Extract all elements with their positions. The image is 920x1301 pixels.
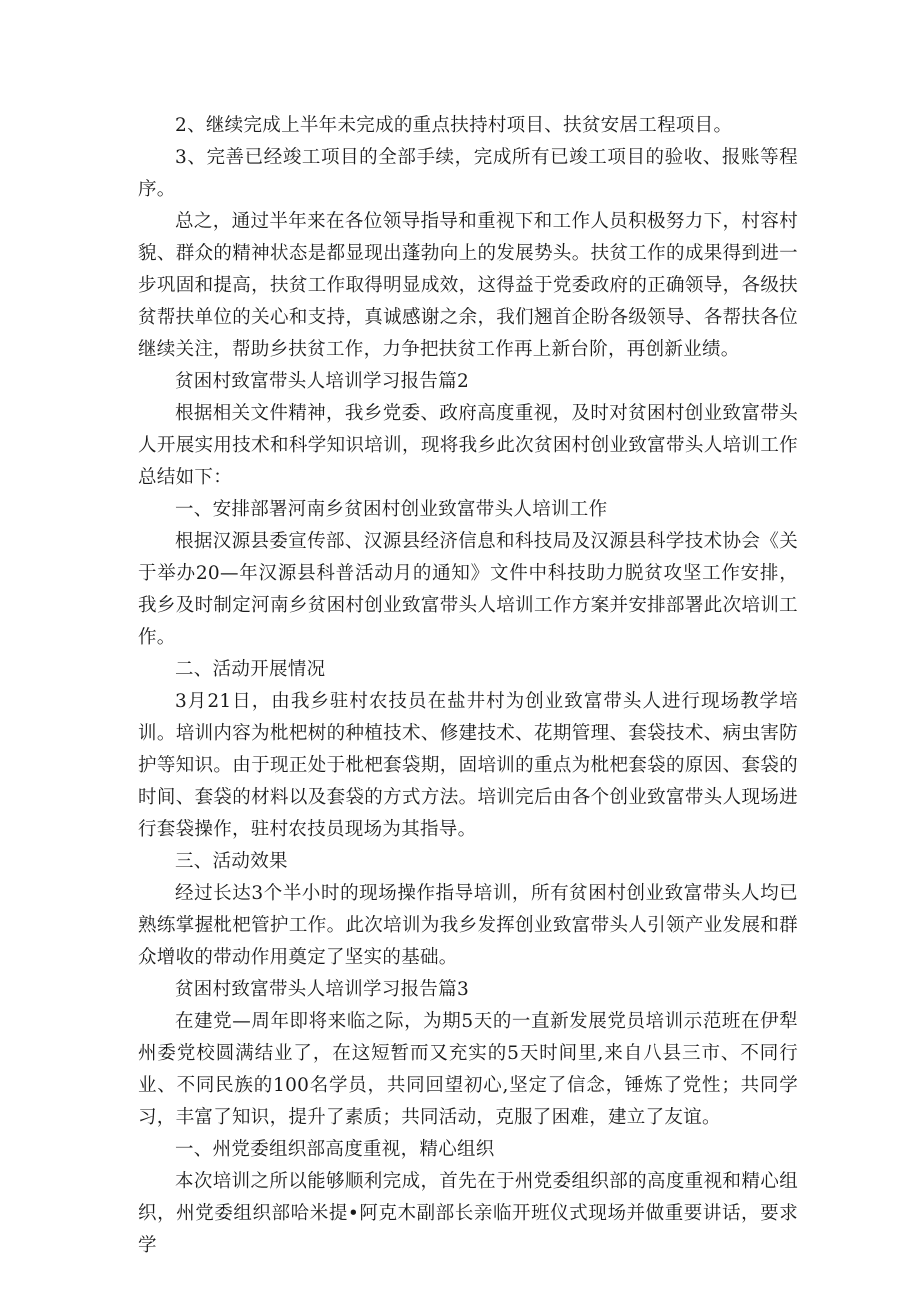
list-item-3: 3、完善已经竣工项目的全部手续，完成所有已竣工项目的验收、报账等程序。 bbox=[138, 147, 798, 200]
section-heading: 一、州党委组织部高度重视，精心组织 bbox=[175, 1139, 495, 1160]
body-paragraph: 在建党—周年即将来临之际，为期5天的一直新发展党员培训示范班在伊犁州委党校圆满结业了，在这短暂而又充实的5天时间里,来自八县三市、不同行业、不同民族的100名学员，共同回望初心,坚定了信念，锤炼了党性；共同学习，丰富了知识，提升了素质；共同活动，克服了困难，建立了友谊。 bbox=[138, 1011, 798, 1128]
section-heading: 三、活动效果 bbox=[175, 851, 288, 872]
report-title-2: 贫困村致富带头人培训学习报告篇2 bbox=[175, 371, 470, 392]
summary-paragraph: 总之，通过半年来在各位领导指导和重视下和工作人员积极努力下，村容村貌、群众的精神状态是都显现出蓬勃向上的发展势头。扶贫工作的成果得到进一步巩固和提高，扶贫工作取得明显成效，这得益于党委政府的正确领导，各级扶贫帮扶单位的关心和支持，真诚感谢之余，我们翘首企盼各级领导、各帮扶各位继续关注，帮助乡扶贫工作，力争把扶贫工作再上新台阶，再创新业绩。 bbox=[138, 211, 798, 360]
body-paragraph: 本次培训之所以能够顺利完成，首先在于州党委组织部的高度重视和精心组织，州党委组织部哈米提•阿克木副部长亲临开班仪式现场并做重要讲话，要求学 bbox=[138, 1171, 798, 1256]
body-paragraph: 根据相关文件精神，我乡党委、政府高度重视，及时对贫困村创业致富带头人开展实用技术和科学知识培训，现将我乡此次贫困村创业致富带头人培训工作总结如下： bbox=[138, 403, 798, 488]
body-paragraph: 3月21日，由我乡驻村农技员在盐井村为创业致富带头人进行现场教学培训。培训内容为枇杷树的种植技术、修建技术、花期管理、套袋技术、病虫害防护等知识。由于现正处于枇杷套袋期，固培训的重点为枇杷套袋的原因、套袋的时间、套袋的材料以及套袋的方式方法。培训完后由各个创业致富带头人现场进行套袋操作，驻村农技员现场为其指导。 bbox=[138, 691, 798, 840]
section-heading: 一、安排部署河南乡贫困村创业致富带头人培训工作 bbox=[175, 499, 608, 520]
section-heading: 二、活动开展情况 bbox=[175, 659, 326, 680]
list-item-2: 2、继续完成上半年未完成的重点扶持村项目、扶贫安居工程项目。 bbox=[175, 115, 733, 136]
body-paragraph: 经过长达3个半小时的现场操作指导培训，所有贫困村创业致富带头人均已熟练掌握枇杷管护工作。此次培训为我乡发挥创业致富带头人引领产业发展和群众增收的带动作用奠定了坚实的基础。 bbox=[138, 883, 798, 968]
body-paragraph: 根据汉源县委宣传部、汉源县经济信息和科技局及汉源县科学技术协会《关于举办20—年汉源县科普活动月的通知》文件中科技助力脱贫攻坚工作安排，我乡及时制定河南乡贫困村创业致富带头人培训工作方案并安排部署此次培训工作。 bbox=[138, 531, 798, 648]
report-title-3: 贫困村致富带头人培训学习报告篇3 bbox=[175, 979, 470, 1000]
document-body bbox=[138, 110, 798, 1262]
